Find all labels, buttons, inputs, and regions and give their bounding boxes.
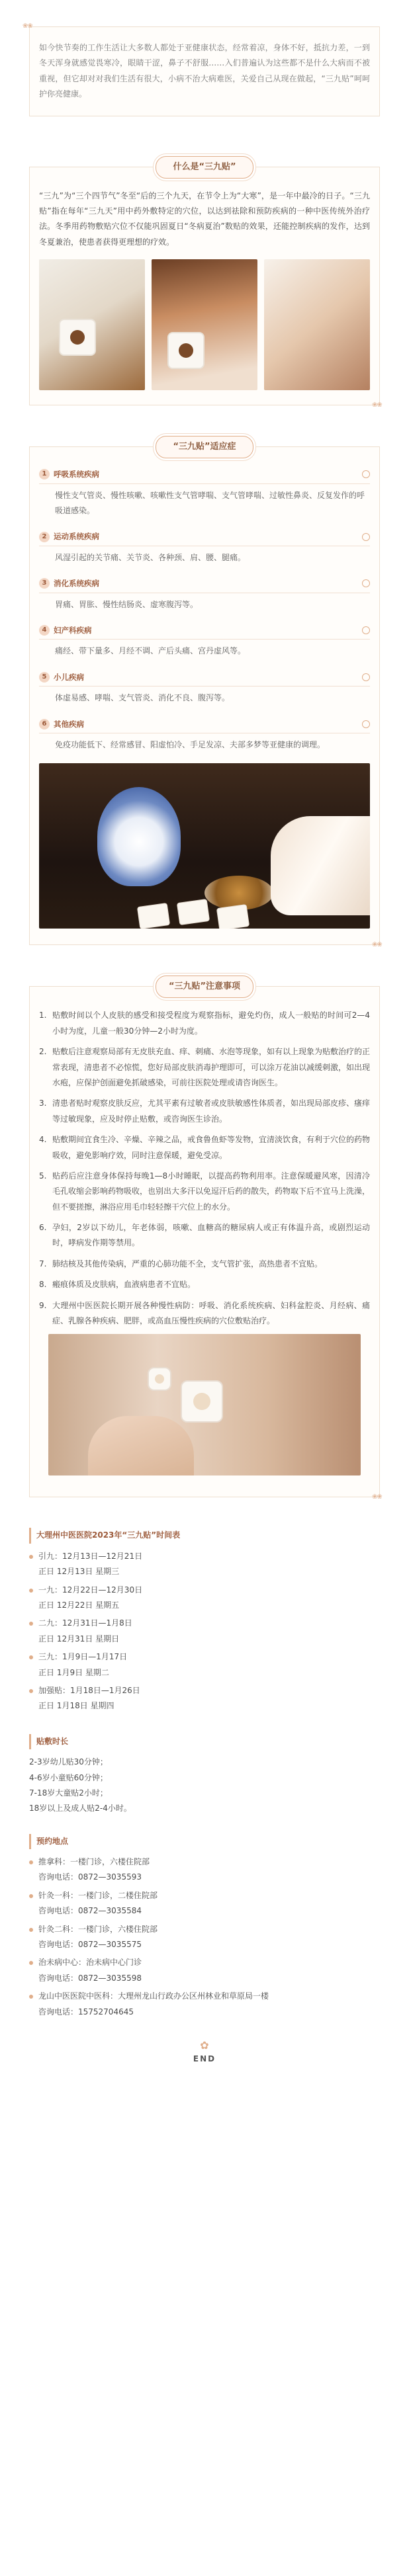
end-text: END [193,2054,216,2063]
item-text: 体虚易感、哮喘、支气管炎、消化不良、腹泻等。 [55,693,230,703]
corner-ornament-icon: ❀❀ [372,1493,382,1501]
list-item: 6. 孕妇，2岁以下幼儿，年老体弱，咳嗽、血糖高的糖尿病人或正有体温升高，或剧烈运动时，哮病发作期等禁用。 [39,1220,370,1251]
section-notes [0,976,409,1501]
bullet-icon [29,1689,33,1693]
flower-icon: ✿ [200,2038,209,2052]
schedule-item: 一九：12月22日—12月30日 正日 12月22日 星期五 [29,1583,380,1614]
list-item [30,670,379,709]
location-item: 治未病中心：治未病中心门诊 咨询电话：0872—3035598 [29,1955,380,1986]
item-number: 5 [39,672,50,683]
schedule-item: 引九：12月13日—12月21日 正日 12月13日 星期三 [29,1549,380,1580]
section-title: “三九贴”适应症 [156,436,253,458]
item-text: 胃痛、胃胀、慢性结肠炎、虚寒腹泻等。 [55,599,199,609]
indications-list [29,446,382,949]
list-item [30,576,379,615]
item-number: 6 [39,719,50,729]
end-marker [0,2040,409,2067]
duration-block: 贴敷时长 2-3岁幼儿贴30分钟； 4-6岁小童贴60分钟； 7-18岁大童贴2小时； 18岁以上及成人贴2-4小时。 [29,1734,380,1817]
photo-row [39,259,370,390]
bullet-icon [29,1860,33,1864]
item-number: 4 [39,625,50,636]
location-block [29,1834,380,2020]
circle-icon [362,533,370,541]
section-text: “三九”为“三个四节气”冬至“后的三个九天，在节令上为“大寒”，是一年中最冷的日子。“三九贴”指在每年“三九天”用中药外敷特定的穴位，以达到祛除和预防疾病的一种中医传统外治疗法。冬季用药物敷贴穴位不仅能巩固夏日“冬病夏治”数贴的效果，还能控制疾病的发作，达到冬夏兼治，使患者获得更理想的疗效。 [39,190,370,247]
schedule-item: 三九：1月9日—1月17日 正日 1月9日 星期二 [29,1649,380,1681]
hand-icon [88,1416,194,1475]
note-text: 大理州中医医院长期开展各种慢性病防：呼吸、消化系统疾病、妇科盆腔炎、月经病、痛症、乳腺各种疾病、肥胖，或高血压慢性疾病的穴位敷贴治疗。 [52,1300,370,1326]
note-text: 贴药后应注意身体保持每晚1—8小时睡眠，以提高药物利用率。注意保暖避风寒，因清冷毛孔收缩会影响药物吸收，也别出大多汗以免逗汗后药的散失，药物取下后不宜马上洗澡，但不要搓擦，淋浴应用毛巾轻轻擦干穴位上的水分。 [52,1171,371,1212]
list-item: 4. 贴敷期间宜食生冷、辛燥、辛辣之品，戒食鲁鱼虾等发物，宜清淡饮食，有利于穴位的药物吸收，避免影响疗效，同时注意保暖，避免受凉。 [39,1132,370,1163]
schedule-block [29,1528,380,1714]
note-text: 贴敷后注意观察局部有无皮肤充血、痒、刺痛、水泡等现象，如有以上现象为贴敷治疗的正常表现，清患者不必惊慌，您好局部皮肤消毒护理即可，可以涂万花油以减缓刺激，如出现水疱，应保护创面避免抓破感染，可前往医院处理或请咨询医生。 [52,1047,371,1087]
section-title: 什么是“三九贴” [156,156,253,179]
location-item: 针灸一科：一楼门诊，二楼住院部 咨询电话：0872—3035584 [29,1888,380,1919]
photo-patch-plaster [39,259,145,390]
bullet-icon [29,1928,33,1932]
item-text: 痛经、带下量多、月经不调、产后头痛、宫丹虚风等。 [55,646,246,656]
phone-link[interactable]: 咨询电话：0872—3035598 [38,1973,142,1983]
list-item [30,717,379,756]
list-item: 9. 大理州中医医院长期开展各种慢性病防：呼吸、消化系统疾病、妇科盆腔炎、月经病、痛症、乳腺各种疾病、肥胖，或高血压慢性疾病的穴位敷贴治疗。 [39,1298,370,1329]
location-item: 龙山中医医院中医科：大理州龙山行政办公区州林业和草原局一楼 咨询电话：15752704645 [29,1989,380,2020]
photo-applying-plaster [152,259,257,390]
bullet-icon [29,1555,33,1559]
circle-icon [362,579,370,587]
item-label: 小儿疾病 [54,672,84,682]
note-text: 贴敷时间以个人皮肤的感受和接受程度为观察指标，避免灼伤，成人一般贴的时间可2—4小时为度，儿童一般30分钟—2小时为度。 [52,1011,370,1036]
item-number: 1 [39,469,50,479]
list-item [30,623,379,662]
schedule-title: 大理州中医医院2023年“三九贴”时间表 [29,1528,380,1543]
photo-herbal-preparation [39,763,370,929]
duration-title: 贴敷时长 [29,1734,380,1749]
phone-link[interactable]: 咨询电话：0872—3035584 [38,1906,142,1916]
photo-back-plaster [48,1334,361,1475]
location-item: 推拿科：一楼门诊，六楼住院部 咨询电话：0872—3035593 [29,1854,380,1886]
phone-link[interactable]: 咨询电话：15752704645 [38,2007,134,2016]
list-item: 7. 肺结核及其他传染病，严重的心肺功能不全，支气管扩张，高热患者不宜贴。 [39,1257,370,1272]
note-text: 清患者贴时观察皮肤反应，尤其平素有过敏者或皮肤敏感性体质者，如出现局部皮疹、瘙痒等过敏现象，应及时停止贴敷，或咨询医生诊治。 [52,1099,371,1124]
list-item: 3. 清患者贴时观察皮肤反应，尤其平素有过敏者或皮肤敏感性体质者，如出现局部皮疹、瘙痒等过敏现象，应及时停止贴敷，或咨询医生诊治。 [39,1096,370,1127]
location-title: 预约地点 [29,1834,380,1849]
list-item [30,529,379,568]
item-label: 其他疾病 [54,719,84,729]
hand-icon [271,816,370,915]
corner-ornament-icon: ❀❀ [23,22,32,30]
bullet-icon [29,1961,33,1965]
intro-text: 如今快节奏的工作生活让大多数人都处于亚健康状态，经常着凉，身体不好，抵抗力差，一到冬天浑身就感觉畏寒冷，眼睛干涩，鼻子不舒服……入们普遍认为这些都不是什么大病而不被重视，但它却对对我们生活有很大，小病不治大病难医，关爱自己从现在做起，“三九贴”呵呵护你亮健康。 [39,43,370,99]
item-number: 3 [39,578,50,589]
item-label: 消化系统疾病 [54,579,99,589]
circle-icon [362,673,370,681]
list-item: 8. 瘢痕体质及皮肤病，血液病患者不宜贴。 [39,1277,370,1292]
circle-icon [362,720,370,728]
phone-link[interactable]: 咨询电话：0872—3035575 [38,1940,142,1950]
note-text: 瘢痕体质及皮肤病，血液病患者不宜贴。 [52,1280,196,1290]
porcelain-jar-icon [97,787,181,886]
bullet-icon [29,1995,33,1999]
intro-box [23,22,380,116]
schedule-item: 加强贴：1月18日—1月26日 正日 1月18日 星期四 [29,1683,380,1714]
location-item: 针灸二科：一楼门诊，六楼住院部 咨询电话：0872—3035575 [29,1922,380,1953]
bullet-icon [29,1894,33,1898]
list-item: 1. 贴敷时间以个人皮肤的感受和接受程度为观察指标，避免灼伤，成人一般贴的时间可2—4小时为度，儿童一般30分钟—2小时为度。 [39,1008,370,1039]
bullet-icon [29,1622,33,1626]
note-text: 贴敷期间宜食生冷、辛燥、辛辣之品，戒食鲁鱼虾等发物，宜清淡饮食，有利于穴位的药物吸收，避免影响疗效，同时注意保暖，避免受凉。 [52,1135,371,1160]
circle-icon [362,626,370,634]
item-label: 运动系统疾病 [54,532,99,542]
item-text: 免疫功能低下、经常感冒、阳虚怕冷、手足发凉、夫部多梦等亚健康的调理。 [55,740,326,749]
phone-link[interactable]: 咨询电话：0872—3035593 [38,1872,142,1882]
item-number: 2 [39,532,50,542]
schedule-item: 二九：12月31日—1月8日 正日 12月31日 星期日 [29,1616,380,1647]
item-text: 慢性支气管炎、慢性咳嗽、咳嗽性支气管哮喘、支气管哮喘、过敏性鼻炎、反复发作的呼吸道感染。 [55,490,365,515]
section-body [29,167,382,409]
notes-list [29,986,382,1501]
list-item: 5. 贴药后应注意身体保持每晚1—8小时睡眠，以提高药物利用率。注意保暖避风寒，因清冷毛孔收缩会影响药物吸收，也别出大多汗以免逗汗后药的散失，药物取下后不宜马上洗澡，但不要搓擦，淋浴应用毛巾轻轻擦干穴位上的水分。 [39,1169,370,1215]
note-text: 肺结核及其他传染病，严重的心肺功能不全，支气管扩张，高热患者不宜贴。 [52,1259,323,1268]
bullet-icon [29,1589,33,1593]
bullet-icon [29,1655,33,1659]
item-label: 呼吸系统疾病 [54,470,99,479]
item-label: 妇产科疾病 [54,625,92,635]
section-indications [0,436,409,949]
list-item [30,467,379,521]
corner-ornament-icon: ❀❀ [372,401,382,409]
circle-icon [362,470,370,478]
section-title: “三九贴”注意事项 [156,976,253,998]
list-item: 2. 贴敷后注意观察局部有无皮肤充血、痒、刺痛、水泡等现象，如有以上现象为贴敷治疗的正常表现，清患者不必惊慌，您好局部皮肤消毒护理即可，可以涂万花油以减缓刺激，如出现水疱，应保护创面避免抓破感染，可前往医院处理或请咨询医生。 [39,1044,370,1091]
note-text: 孕妇，2岁以下幼儿，年老体弱，咳嗽、血糖高的糖尿病人或正有体温升高，或剧烈运动时，哮病发作期等禁用。 [52,1223,370,1248]
section-what [0,156,409,409]
photo-hand-plaster [264,259,370,390]
item-text: 风湿引起的关节痛、关节炎、各种颈、肩、腰、腿痛。 [55,552,246,562]
corner-ornament-icon: ❀❀ [372,941,382,949]
